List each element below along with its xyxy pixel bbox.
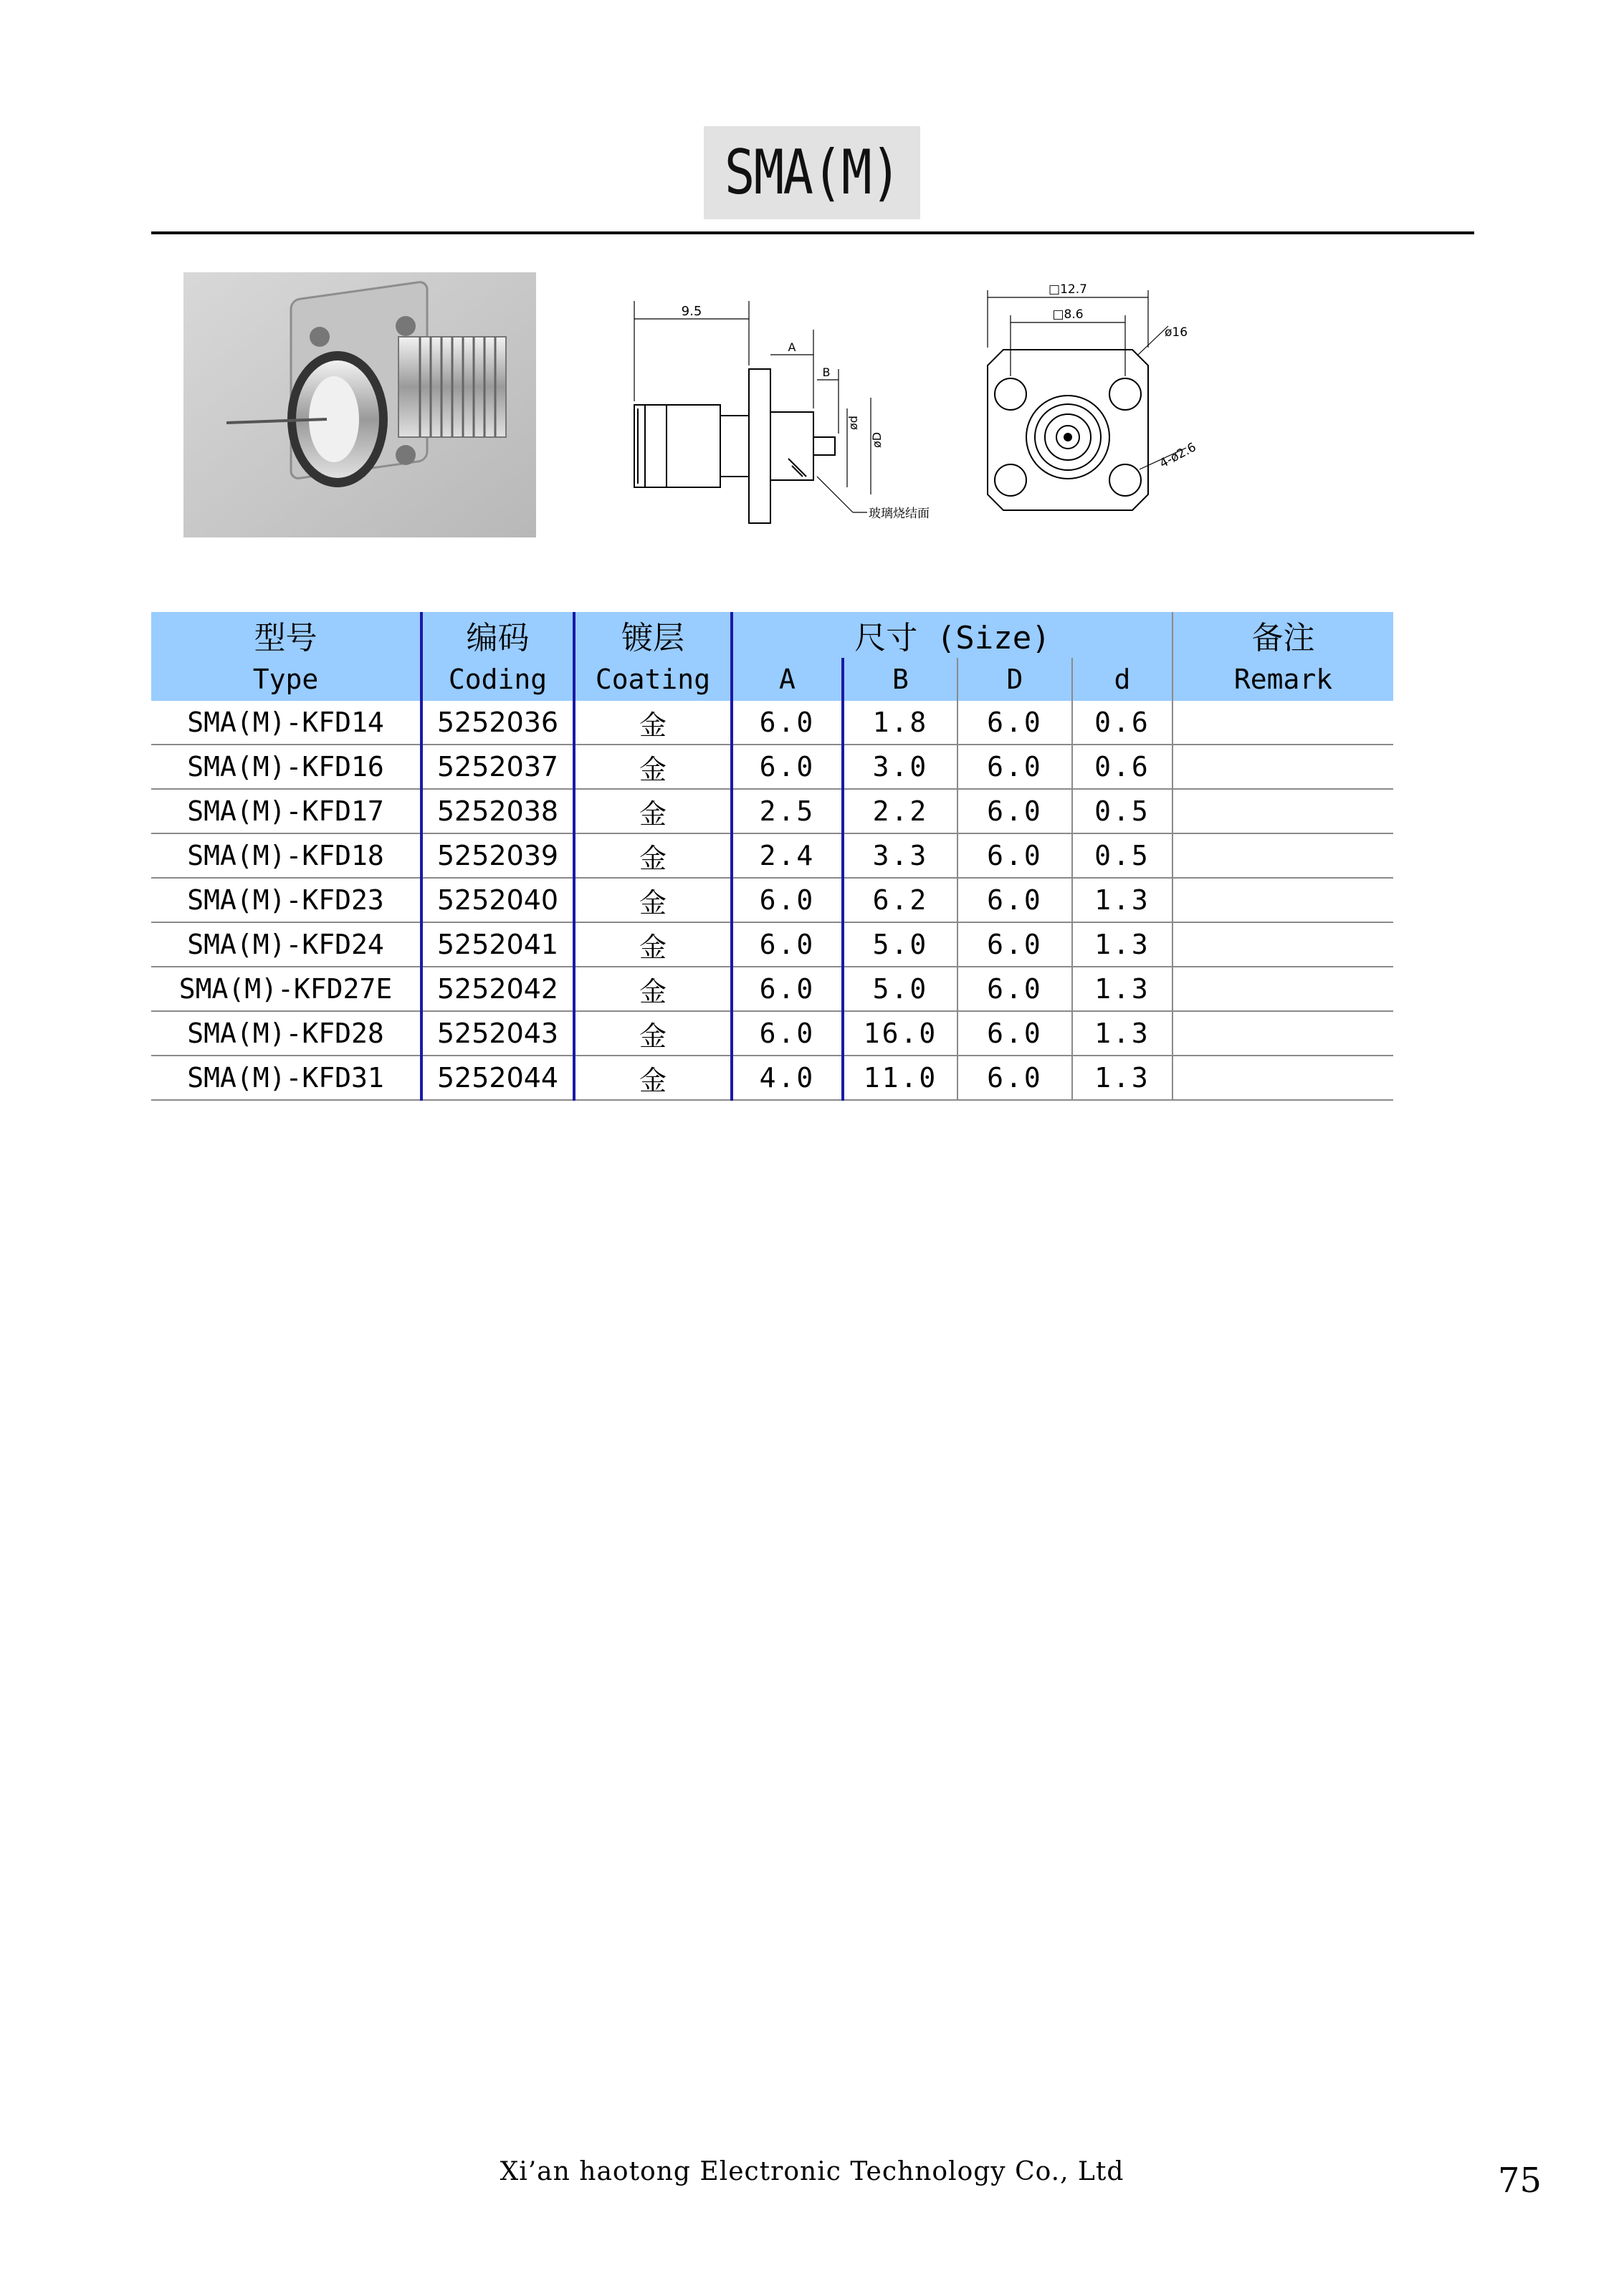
cell-remark — [1172, 1056, 1393, 1100]
cell-type: SMA(M)-KFD31 — [151, 1056, 421, 1100]
glass-seal-label: 玻璃烧结面 — [869, 507, 930, 521]
cell-coating: 金 — [574, 789, 732, 833]
cell-type: SMA(M)-KFD18 — [151, 833, 421, 878]
dim-a-label: A — [788, 340, 796, 354]
table-row — [151, 789, 1393, 833]
cell-a: 6.0 — [732, 701, 843, 745]
cell-coating: 金 — [574, 967, 732, 1011]
cell-coding: 5252041 — [421, 922, 574, 967]
cell-remark — [1172, 878, 1393, 922]
cell-remark — [1172, 1011, 1393, 1056]
cell-a: 4.0 — [732, 1056, 843, 1100]
cell-d-big: 6.0 — [957, 833, 1072, 878]
cell-type: SMA(M)-KFD17 — [151, 789, 421, 833]
page-title — [704, 126, 920, 219]
cell-d-small: 1.3 — [1072, 1011, 1172, 1056]
table-row — [151, 967, 1393, 1011]
cell-d-big: 6.0 — [957, 789, 1072, 833]
cell-d-big: 6.0 — [957, 1011, 1072, 1056]
cell-remark — [1172, 789, 1393, 833]
table-row — [151, 878, 1393, 922]
cell-d-small: 1.3 — [1072, 922, 1172, 967]
cell-d-big: 6.0 — [957, 967, 1072, 1011]
dim-inner-label: □8.6 — [1052, 307, 1084, 322]
cell-b: 16.0 — [843, 1011, 957, 1056]
cell-b: 3.3 — [843, 833, 957, 878]
cell-a: 6.0 — [732, 745, 843, 789]
table-row — [151, 1056, 1393, 1100]
header-row-en — [151, 658, 1393, 701]
header-coating-en: Coating — [574, 658, 732, 701]
cell-d-small: 0.5 — [1072, 789, 1172, 833]
header-coating-cn: 镀层 — [574, 612, 732, 658]
dim-diameter-label: ø16 — [1165, 325, 1188, 340]
cell-coding: 5252042 — [421, 967, 574, 1011]
cell-a: 6.0 — [732, 878, 843, 922]
cell-d-big: 6.0 — [957, 745, 1072, 789]
cell-coating: 金 — [574, 833, 732, 878]
cell-b: 11.0 — [843, 1056, 957, 1100]
header-a: A — [732, 658, 843, 701]
cell-d-big: 6.0 — [957, 878, 1072, 922]
product-photo — [183, 272, 536, 537]
cell-coding: 5252044 — [421, 1056, 574, 1100]
table-row — [151, 1011, 1393, 1056]
page-number: 75 — [1498, 2161, 1542, 2201]
cell-coating: 金 — [574, 701, 732, 745]
cell-a: 6.0 — [732, 922, 843, 967]
table-row — [151, 745, 1393, 789]
header-d-small: d — [1072, 658, 1172, 701]
cell-remark — [1172, 833, 1393, 878]
header-coding-cn: 编码 — [421, 612, 574, 658]
table-row — [151, 833, 1393, 878]
cell-coding: 5252040 — [421, 878, 574, 922]
cell-coating: 金 — [574, 878, 732, 922]
dim-overall-label: 9.5 — [681, 304, 702, 319]
cell-a: 6.0 — [732, 967, 843, 1011]
cell-b: 2.2 — [843, 789, 957, 833]
front-view-drawing — [975, 276, 1226, 537]
cell-remark — [1172, 922, 1393, 967]
cell-b: 1.8 — [843, 701, 957, 745]
cell-d-big: 6.0 — [957, 1056, 1072, 1100]
dim-holes-label: 4-ø2.6 — [1157, 440, 1199, 472]
cell-coating: 金 — [574, 922, 732, 967]
cell-remark — [1172, 701, 1393, 745]
header-remark-en: Remark — [1172, 658, 1393, 701]
cell-type: SMA(M)-KFD23 — [151, 878, 421, 922]
cell-type: SMA(M)-KFD28 — [151, 1011, 421, 1056]
cell-b: 5.0 — [843, 922, 957, 967]
cell-a: 2.5 — [732, 789, 843, 833]
cell-type: SMA(M)-KFD27E — [151, 967, 421, 1011]
cell-coating: 金 — [574, 1011, 732, 1056]
cell-d-small: 1.3 — [1072, 878, 1172, 922]
cell-d-big: 6.0 — [957, 922, 1072, 967]
cell-coding: 5252037 — [421, 745, 574, 789]
header-type-en: Type — [151, 658, 421, 701]
header-coding-en: Coding — [421, 658, 574, 701]
cell-d-small: 0.5 — [1072, 833, 1172, 878]
cell-d-small: 1.3 — [1072, 967, 1172, 1011]
header-size-cn: 尺寸 (Size) — [732, 612, 1172, 658]
cell-d-small: 1.3 — [1072, 1056, 1172, 1100]
cell-d-big: 6.0 — [957, 701, 1072, 745]
cell-coding: 5252036 — [421, 701, 574, 745]
cell-coding: 5252038 — [421, 789, 574, 833]
cell-coating: 金 — [574, 1056, 732, 1100]
cell-type: SMA(M)-KFD16 — [151, 745, 421, 789]
cell-remark — [1172, 967, 1393, 1011]
dim-outer-label: □12.7 — [1049, 282, 1087, 297]
cell-coding: 5252043 — [421, 1011, 574, 1056]
header-b: B — [843, 658, 957, 701]
cell-type: SMA(M)-KFD24 — [151, 922, 421, 967]
header-row-cn — [151, 612, 1393, 658]
cell-remark — [1172, 745, 1393, 789]
table-body — [151, 701, 1393, 1100]
dim-b-label: B — [822, 365, 831, 379]
page-title-text: SMA(M) — [724, 137, 900, 209]
table-row — [151, 701, 1393, 745]
side-view-drawing — [624, 287, 960, 530]
cell-type: SMA(M)-KFD14 — [151, 701, 421, 745]
cell-coding: 5252039 — [421, 833, 574, 878]
connector-photo-illustration — [183, 272, 536, 537]
title-divider — [151, 231, 1474, 234]
cell-d-small: 0.6 — [1072, 701, 1172, 745]
cell-b: 5.0 — [843, 967, 957, 1011]
cell-a: 2.4 — [732, 833, 843, 878]
cell-b: 6.2 — [843, 878, 957, 922]
header-type-cn: 型号 — [151, 612, 421, 658]
header-remark-cn: 备注 — [1172, 612, 1393, 658]
spec-table — [151, 612, 1393, 1101]
dim-d-small-label: ød — [846, 416, 860, 430]
dim-d-large-label: øD — [870, 431, 884, 448]
cell-b: 3.0 — [843, 745, 957, 789]
header-d-big: D — [957, 658, 1072, 701]
cell-coating: 金 — [574, 745, 732, 789]
table-row — [151, 922, 1393, 967]
footer-company: Xi’an haotong Electronic Technology Co., Ltd — [500, 2157, 1124, 2186]
cell-a: 6.0 — [732, 1011, 843, 1056]
cell-d-small: 0.6 — [1072, 745, 1172, 789]
